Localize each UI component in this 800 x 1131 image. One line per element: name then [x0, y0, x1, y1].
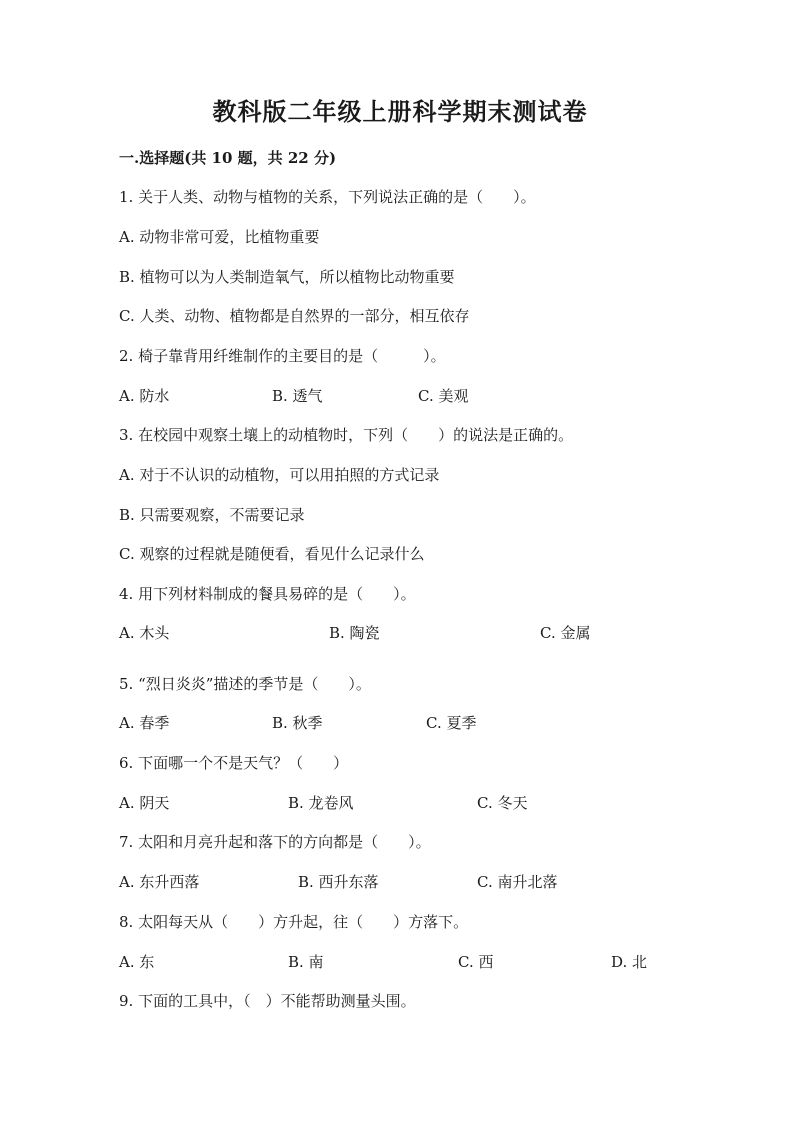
question-6: 6. 下面哪一个不是天气？（ ） [119, 754, 349, 772]
question-8-option-d: D. 北 [611, 953, 648, 971]
question-1-option-a: A. 动物非常可爱，比植物重要 [119, 228, 320, 246]
question-7-option-a: A. 东升西落 [119, 873, 200, 891]
question-6-option-b: B. 龙卷风 [288, 794, 354, 812]
question-8-option-b: B. 南 [288, 953, 324, 971]
question-5-option-a: A. 春季 [119, 714, 170, 732]
question-3: 3. 在校园中观察土壤上的动植物时，下列（ ）的说法是正确的。 [119, 426, 574, 444]
question-9: 9. 下面的工具中，（ ）不能帮助测量头围。 [119, 992, 416, 1010]
page-title: 教科版二年级上册科学期末测试卷 [212, 97, 588, 126]
question-6-option-c: C. 冬天 [477, 794, 528, 812]
question-2-option-c: C. 美观 [418, 387, 469, 405]
question-7-option-c: C. 南升北落 [477, 873, 558, 891]
question-1: 1. 关于人类、动物与植物的关系，下列说法正确的是（ ）。 [119, 188, 536, 206]
question-6-option-a: A. 阴天 [119, 794, 170, 812]
question-8: 8. 太阳每天从（ ）方升起，往（ ）方落下。 [119, 913, 469, 931]
question-1-option-b: B. 植物可以为人类制造氧气，所以植物比动物重要 [119, 268, 455, 286]
question-5: 5. “烈日炎炎”描述的季节是（ ）。 [119, 675, 371, 693]
question-3-option-c: C. 观察的过程就是随便看，看见什么记录什么 [119, 545, 425, 563]
question-5-option-c: C. 夏季 [426, 714, 477, 732]
question-7-option-b: B. 西升东落 [298, 873, 379, 891]
question-3-option-a: A. 对于不认识的动植物，可以用拍照的方式记录 [119, 466, 440, 484]
question-2: 2. 椅子靠背用纤维制作的主要目的是（ ）。 [119, 347, 446, 365]
question-2-option-b: B. 透气 [272, 387, 323, 405]
question-8-option-c: C. 西 [458, 953, 494, 971]
question-1-option-c: C. 人类、动物、植物都是自然界的一部分，相互依存 [119, 307, 470, 325]
question-5-option-b: B. 秋季 [272, 714, 323, 732]
question-4-option-c: C. 金属 [540, 624, 591, 642]
question-8-option-a: A. 东 [119, 953, 155, 971]
question-4: 4. 用下列材料制成的餐具易碎的是（ ）。 [119, 585, 416, 603]
section-heading: 一.选择题(共 10 题，共 22 分) [119, 149, 337, 167]
question-4-option-a: A. 木头 [119, 624, 170, 642]
question-4-option-b: B. 陶瓷 [329, 624, 380, 642]
question-2-option-a: A. 防水 [119, 387, 170, 405]
question-7: 7. 太阳和月亮升起和落下的方向都是（ ）。 [119, 833, 431, 851]
question-3-option-b: B. 只需要观察，不需要记录 [119, 506, 305, 524]
